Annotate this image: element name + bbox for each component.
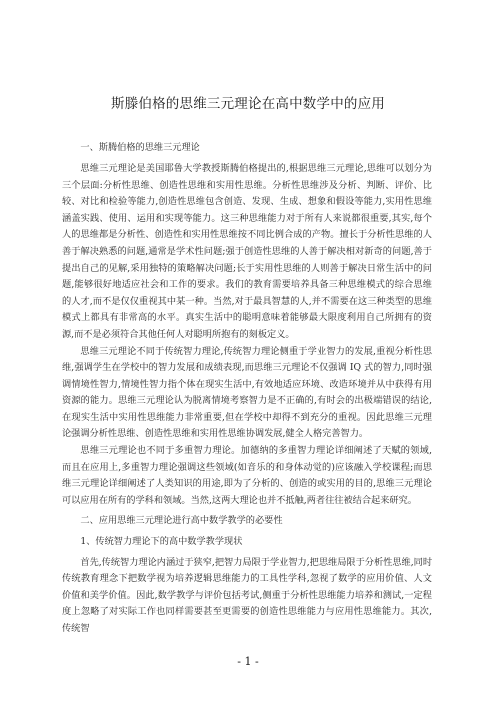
document-body bbox=[62, 140, 432, 638]
paragraph: 首先,传统智力理论内涵过于狭窄,把智力局限于学业智力,把思维局限于分析性思维,同时传统教育理念下把数学视为培养逻辑思维能力的工具性学科,忽视了数学的应用价值、人文价值和美学价值。因此,数学教学与评价包括考试,侧重于分析性思维能力培养和测试,一定程度上忽略了对实际工作也同样需要甚至更需要的创造性思维能力与应用性思维能力。其次,传统智 bbox=[62, 556, 433, 635]
page-number: - 1 - bbox=[237, 655, 259, 668]
section-heading: 一、斯腾伯格的思维三元理论 bbox=[80, 142, 200, 153]
paragraph: 思维三元理论不同于传统智力理论,传统智力理论侧重于学业智力的发展,重视分析性思维,强调学生在学校中的智力发展和成绩表现,而思维三元理论不仅强调 IQ 式的智力,同时强调情境性智力,情境性智力指个体在现实生活中,有效地适应环境、改造环境并从中获得有用资源的能力。思维三元理论认为脱离情境考察智力是不正确的,有时会的出极端错误的结论,在现实生活中实用性思维能力非常重要,但在学校中却得不到充分的重视。因此思维三元理论强调分析性思维、创造性思维和实用性思维协调发展,健全人格完善智力。 bbox=[62, 345, 432, 440]
paragraph: 思维三元理论是美国耶鲁大学教授斯腾伯格提出的,根据思维三元理论,思维可以划分为三个层面:分析性思维、创造性思维和实用性思维。分析性思维涉及分析、判断、评价、比较、对比和检验等能力,创造性思维包含创造、发现、生成、想象和假设等能力,实用性思维涵盖实践、使用、运用和实现等能力。这三种思维能力对于所有人来说都很重要,其实,每个人的思维都是分析性、创造性和实用性思维按不同比例合成的产物。擅长于分析性思维的人善于解决熟悉的问题,通常是学术性问题;强于创造性思维的人善于解决相对新奇的问题,善于提出自己的见解,采用独特的策略解决问题;长于实用性思维的人则善于解决日常生活中的问题,能够很好地适应社会和工作的要求。我们的教育需要培养具备三种思维模式的综合思维的人才,而不是仅仅重视其中某一种。当然,对于最具智慧的人,并不需要在这三种类型的思维模式上都具有非常高的水平。真实生活中的聪明意味着能够最大限度利用自己所拥有的资源,而不是必须符合其他任何人对聪明所抱有的刻板定义。 bbox=[62, 162, 432, 340]
document-title: 斯滕伯格的思维三元理论在高中数学中的应用 bbox=[111, 96, 385, 112]
paragraph: 思维三元理论也不同于多重智力理论。加德纳的多重智力理论详细阐述了天赋的领域,而且在应用上,多重智力理论强调这些领域(如音乐的和身体动觉的)应该融入学校课程;而思维三元理论详细阐述了人类知识的用途,即为了分析的、创造的或实用的目的,思维三元理论可以应用在所有的学科和领域。当然,这两大理论也并不抵触,两者往往被结合起来研究。 bbox=[62, 445, 432, 506]
subsection-heading: 1、传统智力理论下的高中数学教学现状 bbox=[80, 536, 243, 548]
section-heading: 二、应用思维三元理论进行高中数学教学的必要性 bbox=[80, 515, 283, 527]
